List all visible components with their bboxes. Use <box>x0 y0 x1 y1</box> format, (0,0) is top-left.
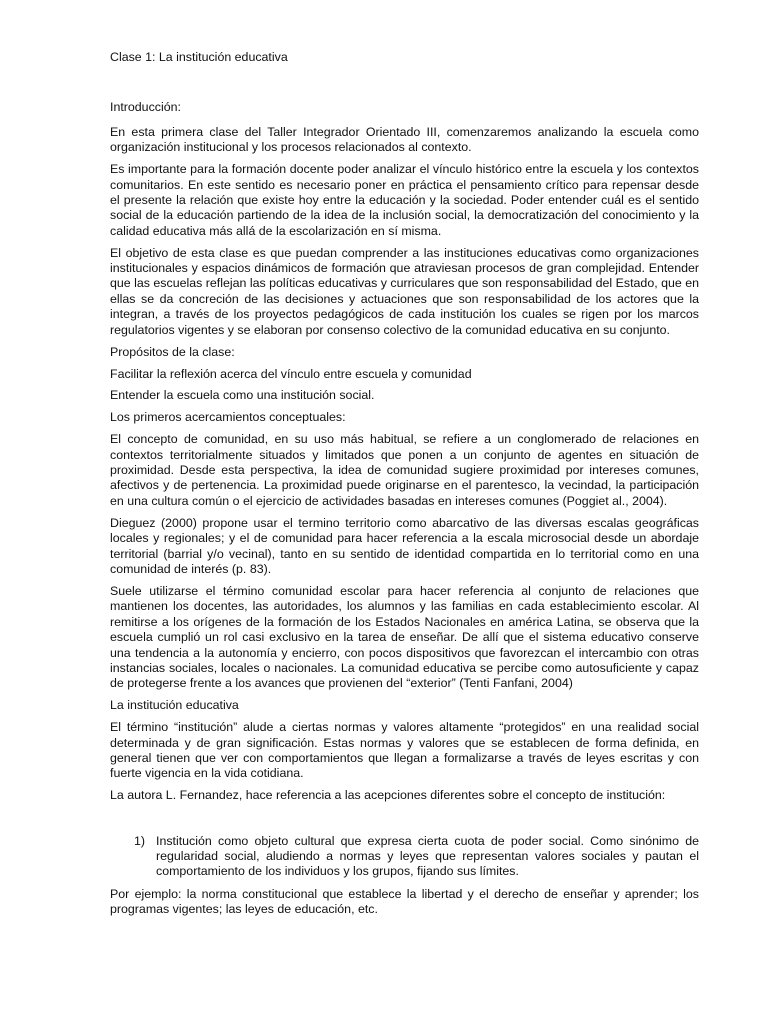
proposito-item-2: Entender la escuela como una institución social. <box>110 388 375 403</box>
heading-propositos: Propósitos de la clase: <box>110 344 235 359</box>
paragraph-comunidad: El concepto de comunidad, en su uso más habitual, se refiere a un conglomerado de relaciones en contextos territorialmente situados y limitados que ponen a un conjunto de agentes en situación de proximidad. Desde esta perspectiva, la idea de comunidad sugiere proximidad por intereses comunes, afectivos y de pertenencia. La proximidad puede originarse en el parentesco, la vecindad, la participación en una cultura común o el ejercicio de actividades basadas en intereses comunes (Poggiet al., 2004). <box>110 432 699 508</box>
heading-acercamientos: Los primeros acercamientos conceptuales: <box>110 410 346 425</box>
paragraph-intro: En esta primera clase del Taller Integrador Orientado III, comenzaremos analizando la escuela como organización institucional y los procesos relacionados al contexto. <box>110 124 699 155</box>
intro-heading: Introducción: <box>110 100 181 115</box>
list-item <box>110 834 699 880</box>
proposito-item-1: Facilitar la reflexión acerca del vínculo entre escuela y comunidad <box>110 366 472 381</box>
paragraph-dieguez: Dieguez (2000) propone usar el termino territorio como abarcativo de las diversas escalas geográficas locales y regionales; y el de comunidad para hacer referencia a la escala microsocial desde un abordaje territorial (barrial y/o vecinal), tanto en su sentido de identidad compartida en lo territorial como en una comunidad de interés (p. 83). <box>110 515 699 576</box>
heading-institucion-educativa: La institución educativa <box>110 698 239 713</box>
acepciones-list <box>110 834 699 880</box>
paragraph-objetivo: El objetivo de esta clase es que puedan comprender a las instituciones educativas como organizaciones institucionales y espacios dinámicos de formación que atraviesan procesos de gran complejidad. Entender que las escuelas reflejan las políticas educativas y curriculares que son responsabilidad del Estado, que en ellas se da concreción de las decisiones y actuaciones que son responsabilidad de los actores que la integran, a través de los proyectos pedagógicos de cada institución los cuales se rigen por los marcos regulatorios vigentes y se elaboran por consenso colectivo de la comunidad educativa en su conjunto. <box>110 245 699 337</box>
paragraph-termino-institucion: El término “institución” alude a ciertas normas y valores altamente “protegidos” en una realidad social determinada y de gran significación. Estas normas y valores que se establecen de forma definida, en general tienen que ver con comportamientos que llegan a formalizarse a través de leyes escritas y con fuerte vigencia en la vida cotidiana. <box>110 720 699 781</box>
list-item-text: Institución como objeto cultural que expresa cierta cuota de poder social. Como sinónimo de regularidad social, aludiendo a normas y leyes que representan valores sociales y pautan el comportamiento de los individuos y los grupos, fijando sus límites. <box>156 833 699 879</box>
paragraph-formacion-docente: Es importante para la formación docente poder analizar el vínculo histórico entre la escuela y los contextos comunitarios. En este sentido es necesario poner en práctica el pensamiento crítico para repensar desde el presente la relación que existe hoy entre la educación y la sociedad. Poder entender cuál es el sentido social de la educación partiendo de la idea de la inclusión social, la democratización del conocimiento y la calidad educativa más allá de la escolarización en sí misma. <box>110 162 699 238</box>
document-title: Clase 1: La institución educativa <box>110 50 288 64</box>
paragraph-fernandez: La autora L. Fernandez, hace referencia a las acepciones diferentes sobre el concepto de institución: <box>110 788 666 803</box>
list-item-number: 1) <box>134 833 146 848</box>
document-page <box>110 50 699 924</box>
paragraph-comunidad-escolar: Suele utilizarse el término comunidad escolar para hacer referencia al conjunto de relaciones que mantienen los docentes, las autoridades, los alumnos y las familias en cada establecimiento escolar. Al remitirse a los orígenes de la formación de los Estados Nacionales en américa Latina, se observa que la escuela cumplió un rol casi exclusivo en la tarea de enseñar. De allí que el sistema educativo conserve una tendencia a la autonomía y encierro, con pocos dispositivos que favorezcan el intercambio con otras instancias sociales, locales o nacionales. La comunidad educativa se percibe como autosuficiente y capaz de protegerse frente a los avances que provienen del “exterior” (Tenti Fanfani, 2004) <box>110 583 699 691</box>
paragraph-ejemplo: Por ejemplo: la norma constitucional que establece la libertad y el derecho de enseñar y aprender; los programas vigentes; las leyes de educación, etc. <box>110 886 699 917</box>
